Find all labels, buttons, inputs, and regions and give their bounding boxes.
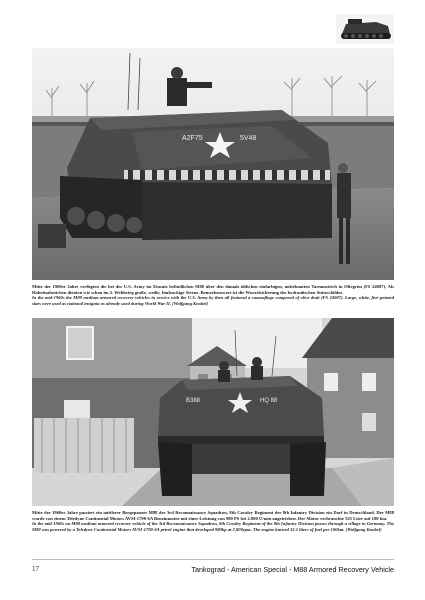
hull-number-left: A2F75 [182,135,203,142]
caption-german: Mitte der 1960er Jahre verfügten die bei der U.S. Army im Einsatz befindlichen M88 über den damals üblichen einfarbigen, mittelmatten Tarnanstrich in Olivgrün (FS 24087). Als Hoheitsabzeichen dienten wie schon im 2. Weltkrieg große, weiße, fünfzackige Sterne. Bemerkenswert ist die Wurzelsicherung des hydraulischen Stützschildes. [32,284,394,295]
hull-number-left: B388 [186,398,201,404]
photo-m88-village [32,318,394,506]
caption-english: In the mid-1960s the M88 medium armored recovery vehicles in service with the U.S. Army by then all featured a camouflage composed of olive drab (FS 24087). Large, white, five-pointed stars were used as national insignia as already used during World War II. (Wolfgang Knobel) [32,295,394,306]
footer-title: Tankograd - American Special - M88 Armored Recovery Vehicle [191,564,394,574]
photo-caption-2 [32,510,394,532]
footer-divider [32,559,394,560]
photo-m88-field [32,48,394,280]
hull-number-right: 5V48 [240,135,257,142]
tank-thumbnail-icon [336,14,394,44]
caption-german: Mitte der 1960er Jahre passiert ein mittlerer Bergepanzer M88 der 3rd Reconnaissance Squadron, 8th Cavalry Regiment der 8th Infantry Division ein Dorf in Deutschland. Der M88 wurde von einem Teledyne Continental Motors AVSI-1790-6A Benzinmotor mit einer Leistung von 980 PS bei 2.800 U/min angetrieben. Der Motor verbrauchte 525 Liter auf 100 km. [32,510,394,521]
page-number: 17 [32,565,39,573]
page-footer [32,562,394,576]
caption-english: In the mid-1960s an M88 medium armored recovery vehicle of the 3rd Reconnaissance Squadron, 8th Cavalry Regiment of the 8th Infantry Division passes through a village in Germany. The M88 was powered by a Teledyne Continental Motors AVSI-1790-6A petrol engine that developed 980hp at 2,800rpm. The engine burned 32.1 liters of fuel per 100km. (Wolfgang Knobel) [32,521,394,532]
hull-number-right: HQ 88 [260,398,278,404]
photo-caption-1 [32,284,394,306]
